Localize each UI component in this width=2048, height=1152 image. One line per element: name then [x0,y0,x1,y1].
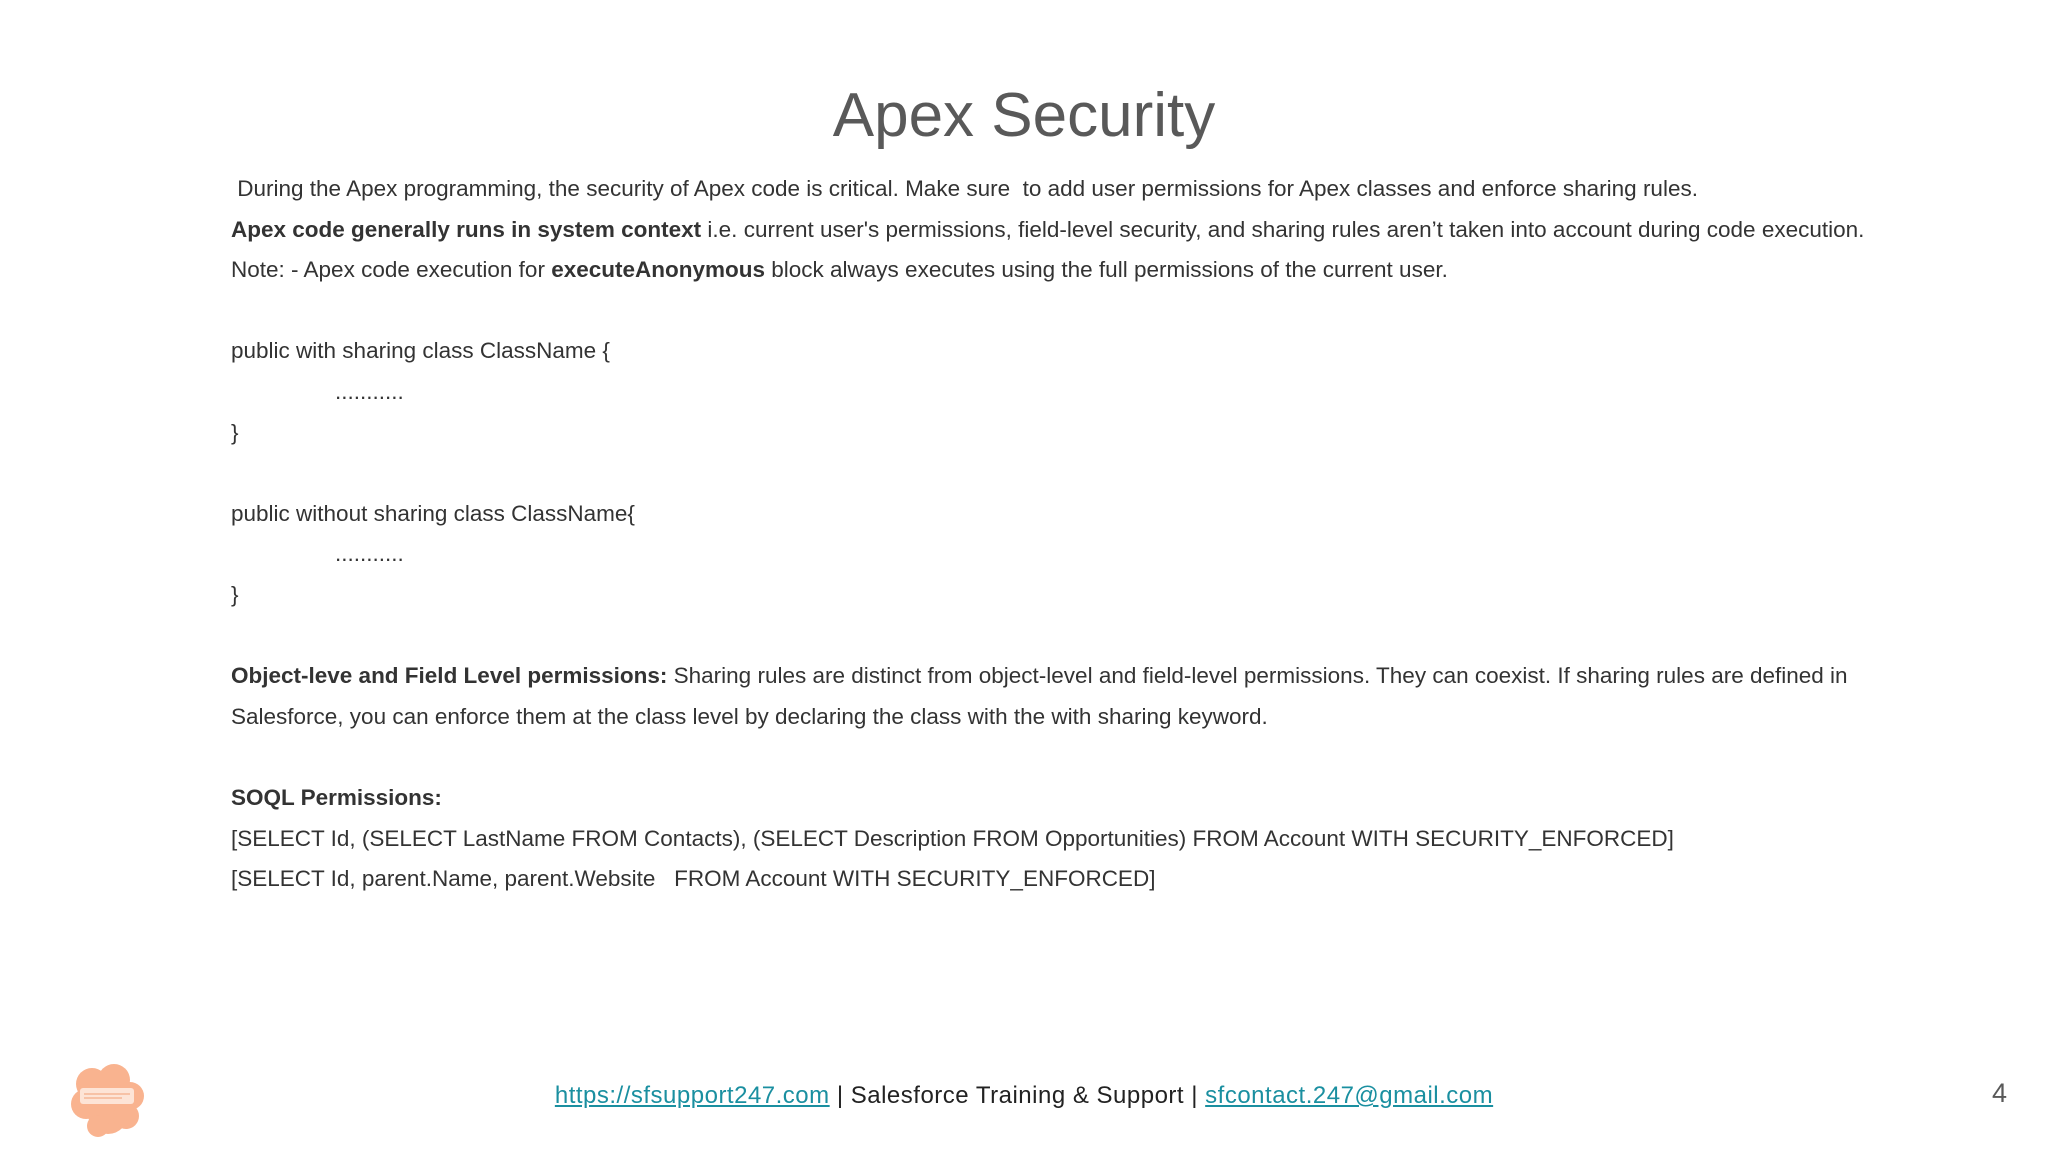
note-bold: executeAnonymous [551,257,765,283]
permissions-text1: Sharing rules are distinct from object-level and field-level permissions. They can coexist. If sharing rules are defined in [667,663,1848,689]
note-prefix: Note: - Apex code execution for [231,257,552,283]
code1-line2: ........... [335,378,404,404]
paragraph-intro: During the Apex programming, the security of Apex code is critical. Make sure to add user permissions for Apex classes and enforce sharing rules. [231,176,1698,201]
permissions-bold: Object-leve and Field Level permissions: [231,663,668,689]
email-link[interactable]: sfcontact.247@gmail.com [1205,1082,1494,1109]
blank-line [231,291,1931,332]
slide-title: Apex Security [832,81,1216,150]
system-context-text: i.e. current user's permissions, field-level security, and sharing rules aren’t taken into account during code execution. [701,216,1865,242]
paragraph-system-context [231,210,1931,251]
blank-line [231,616,1931,657]
website-link[interactable]: https://sfsupport247.com [554,1082,830,1109]
footer-tagline: Salesforce Training & Support [850,1082,1185,1109]
code2-line2: ........... [335,541,404,567]
blank-line [231,737,1931,778]
note-suffix: block always executes using the full permissions of the current user. [765,257,1448,283]
slide-body [231,169,1931,900]
code1-line3: } [231,419,239,445]
permissions-line2: Salesforce, you can enforce them at the class level by declaring the class with the with sharing keyword. [231,703,1268,729]
footer-separator: | [829,1082,851,1109]
permissions-line1 [231,656,1931,697]
footer-separator: | [1184,1082,1206,1109]
soql-heading-bold: SOQL Permissions: [231,784,442,810]
soql-query1: [SELECT Id, (SELECT LastName FROM Contacts), (SELECT Description FROM Opportunities) FROM Account WITH SECURITY_ENFORCED] [231,825,1674,851]
footer [0,1080,2048,1112]
soql-query2: [SELECT Id, parent.Name, parent.Website FROM Account WITH SECURITY_ENFORCED] [231,866,1156,892]
page-number: 4 [1991,1078,2007,1108]
code2-line1: public without sharing class ClassName{ [231,500,635,526]
blank-line [231,453,1931,494]
soql-heading [231,778,1931,819]
paragraph-note [231,250,1931,291]
code1-line1: public with sharing class ClassName { [231,338,610,364]
system-context-bold: Apex code generally runs in system context [231,216,702,242]
code2-line3: } [231,581,239,607]
